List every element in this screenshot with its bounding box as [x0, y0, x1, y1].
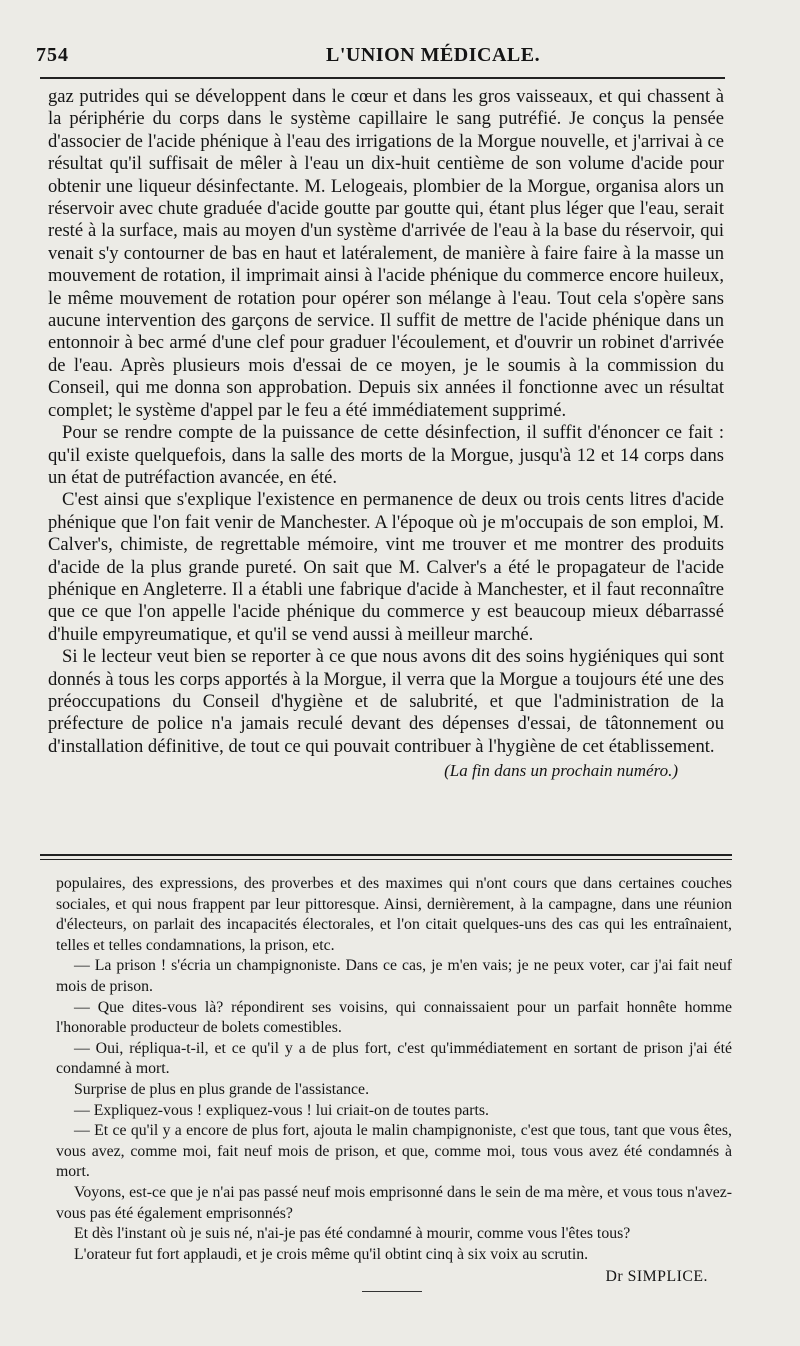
feuilleton-paragraph: Et dès l'instant où je suis né, n'ai-je pas été condamné à mourir, comme vous l'êtes tous?	[74, 1225, 631, 1243]
feuilleton-paragraph: populaires, des expressions, des proverbes et des maximes qui n'ont cours que dans certaines couches sociales, et qui nous frappent par leur pittoresque. Ainsi, dernièrement, à la campagne, dans une réunion d'électeurs, on parlait des incapacités électorales, et l'on citait quelques-uns des cas qui les entraînaient, telles et telles condamnations, la prison, etc.	[56, 875, 732, 954]
feuilleton-paragraph: — Expliquez-vous ! expliquez-vous ! lui criait-on de toutes parts.	[74, 1101, 489, 1119]
feuilleton-body	[56, 874, 732, 1288]
header-rule	[40, 77, 725, 79]
feuilleton-paragraph: — La prison ! s'écria un champignoniste. Dans ce cas, je m'en vais; je ne peux voter, car j'ai fait neuf mois de prison.	[56, 957, 732, 995]
end-rule	[362, 1291, 422, 1292]
feuilleton-paragraph: L'orateur fut fort applaudi, et je crois même qu'il obtint cinq à six voix au scrutin.	[74, 1245, 589, 1263]
page-header	[36, 44, 726, 74]
feuilleton-paragraph: — Que dites-vous là? répondirent ses voisins, qui connaissaient pour un parfait honnête homme l'honorable producteur de bolets comestibles.	[56, 998, 732, 1037]
feuilleton-paragraph: Voyons, est-ce que je n'ai pas passé neuf mois emprisonné dans le sein de ma mère, et vous tous n'avez-vous pas été également emprisonnés?	[56, 1183, 732, 1222]
author-signature: Dr SIMPLICE.	[605, 1268, 708, 1286]
article-paragraph: gaz putrides qui se développent dans le cœur et dans les gros vaisseaux, et qui chassent à la périphérie du corps dans le système capillaire le sang putréfié. Je conçus la pensée d'associer de l'acide phénique à l'eau des irrigations de la Morgue nouvelle, et j'arrivai à ce résultat qu'il suffisait de mêler à l'eau un dix-huit centième de son volume d'acide pour obtenir une liqueur désinfectante. M. Lelogeais, plombier de la Morgue, organisa alors un réservoir avec chute graduée d'acide goutte par goutte qui, étant plus léger que l'eau, serait resté à la surface, mais au moyen d'un système d'arrivée de l'eau à la base du réservoir, qui venait s'y contourner de bas en haut et latéralement, de manière à faire faire à la masse un mouvement de rotation, il imprimait ainsi à l'acide phénique du commerce encore huileux, le même mouvement de rotation pour opérer son mélange à l'eau. Tout cela s'opère sans aucune intervention des garçons de service. Il suffit de mettre de l'acide phénique dans un entonnoir à bec armé d'une clef pour graduer l'écoulement, et d'ouvrir un robinet d'arrivée de l'eau. Après plusieurs mois d'essai de ce moyen, je le soumis à la commission du Conseil, qui me donna son approbation. Depuis six années il fonctionne avec un résultat complet; le système d'appel par le feu a été immédiatement supprimé.	[48, 86, 724, 421]
article-body	[48, 86, 724, 783]
page-number: 754	[36, 44, 69, 66]
article-paragraph: Si le lecteur veut bien se reporter à ce que nous avons dit des soins hygiéniques qui sont donnés à tous les corps apportés à la Morgue, il verra que la Morgue a toujours été une des préoccupations du Conseil d'hygiène et de salubrité, et que l'administration de la préfecture de police n'a jamais reculé devant des dépenses d'essai, de tâtonnement ou d'installation définitive, de tout ce qui pouvait contribuer à l'hygiène de cet établissement.	[48, 646, 724, 757]
feuilleton-divider	[40, 854, 732, 860]
article-paragraph: Pour se rendre compte de la puissance de cette désinfection, il suffit d'énoncer ce fait : qu'il existe quelquefois, dans la salle des morts de la Morgue, jusqu'à 12 et 14 corps dans un état de putréfaction avancée, en été.	[48, 422, 724, 488]
feuilleton-paragraph: — Et ce qu'il y a encore de plus fort, ajouta le malin champignoniste, c'est que tous, tant que vous êtes, vous avez, comme moi, fait neuf mois de prison, et que, comme moi, tous vous avez été condamnés à mort.	[56, 1122, 732, 1181]
continuation-note: (La fin dans un prochain numéro.)	[444, 761, 678, 781]
feuilleton-paragraph: Surprise de plus en plus grande de l'assistance.	[74, 1080, 370, 1098]
journal-title: L'UNION MÉDICALE.	[326, 44, 541, 66]
feuilleton-paragraph: — Oui, répliqua-t-il, et ce qu'il y a de plus fort, c'est qu'immédiatement en sortant de prison j'ai été condamné à mort.	[56, 1039, 732, 1078]
article-paragraph: C'est ainsi que s'explique l'existence en permanence de deux ou trois cents litres d'acide phénique que l'on fait venir de Manchester. A l'époque où je m'occupais de son emploi, M. Calver's, chimiste, de regrettable mémoire, vint me trouver et me montrer des produits d'acide de la plus grande pureté. On sait que M. Calver's a été le propagateur de l'acide phénique en Angleterre. Il a établi une fabrique d'acide à Manchester, et il faut reconnaître que ce que l'on appelle l'acide phénique du commerce y est beaucoup mieux débarrassé d'huile empyreumatique, et qu'il se vend aussi à meilleur marché.	[48, 489, 724, 645]
